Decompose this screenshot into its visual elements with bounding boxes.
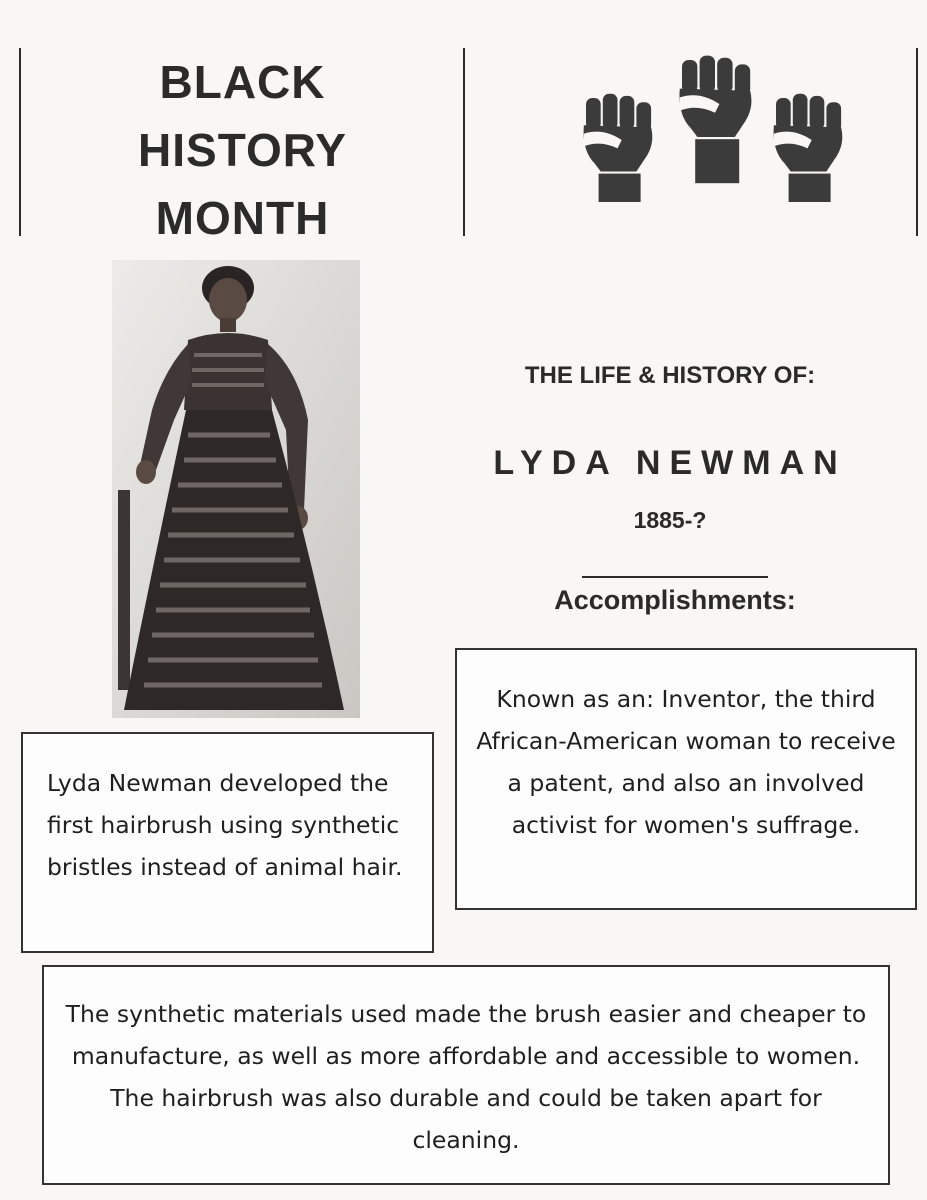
person-name: LYDA NEWMAN [493,444,847,482]
life-history-subtitle: THE LIFE & HISTORY OF: [524,362,816,389]
raised-fist-icon-left [584,94,653,202]
page-title [60,48,425,252]
title-line-2: HISTORY [138,124,347,176]
details-text: The synthetic materials used made the brush easier and cheaper to manufacture, as well as more affordable and accessible to women. The hairbrush was also durable and could be taken apart for cleaning. [65,1000,867,1154]
invention-text: Lyda Newman developed the first hairbrush using synthetic bristles instead of animal hair. [47,769,403,881]
portrait-photo [112,260,360,718]
divider-middle [463,48,465,236]
divider-right [916,48,918,236]
known-as-box [455,648,917,910]
life-dates: 1885-? [633,507,707,533]
raised-fist-icon-right [774,94,843,202]
title-line-1: BLACK [159,56,326,108]
divider-left [19,48,21,236]
raised-fists-graphic [580,52,850,202]
accomplishments-heading: Accomplishments: [554,585,796,615]
invention-box [21,732,434,953]
raised-fist-icon-center [679,56,751,184]
heading-rule [582,576,768,578]
known-as-text: Known as an: Inventor, the third African-American woman to receive a patent, and also an involved activist for women's suffrage. [476,685,896,839]
details-box [42,965,890,1185]
title-line-3: MONTH [155,192,330,244]
